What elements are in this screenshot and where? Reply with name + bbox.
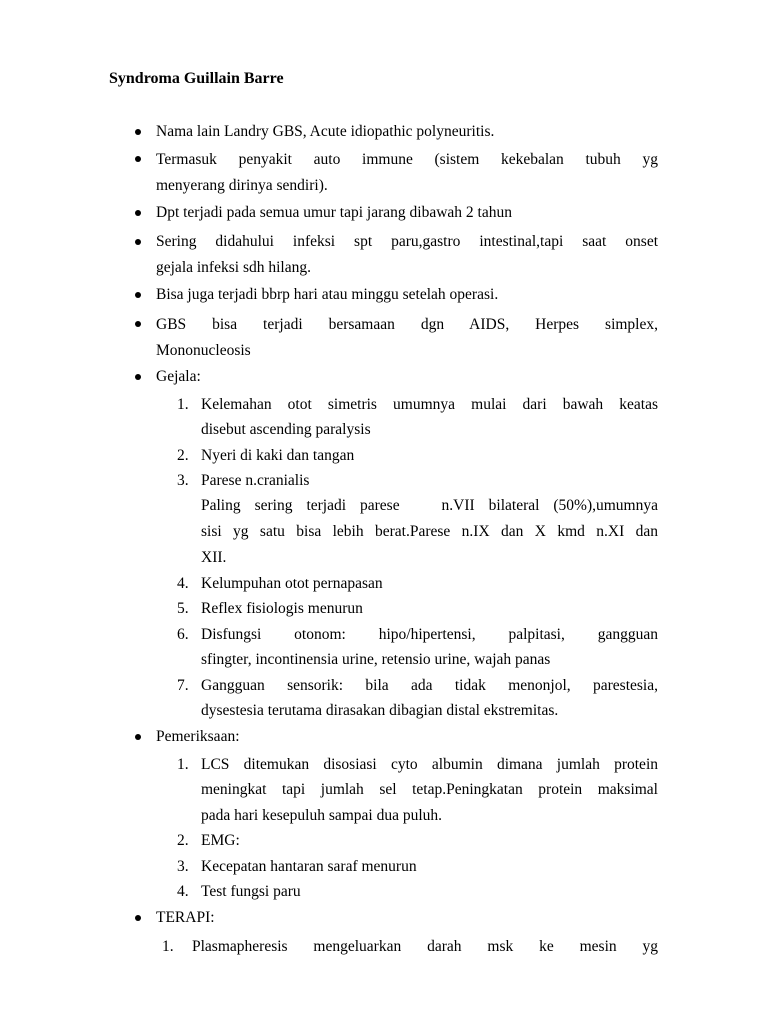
bullet-dot	[135, 239, 141, 245]
list-item-text: EMG:	[201, 832, 240, 849]
bullet-dot	[135, 210, 141, 216]
document-title: Syndroma Guillain Barre	[109, 70, 284, 87]
bullet-dot	[135, 374, 141, 380]
list-item-text: Plasmapheresis mengeluarkan darah msk ke mesin yg	[192, 938, 658, 955]
list-item-text: Kecepatan hantaran saraf menurun	[201, 858, 417, 875]
list-number: 4.	[177, 575, 189, 592]
list-item-text: Disfungsi otonom: hipo/hipertensi, palpitasi, gangguan	[201, 626, 658, 643]
list-item-text: Parese n.cranialis	[201, 472, 310, 489]
bullet-dot	[135, 321, 141, 327]
list-number: 4.	[177, 883, 189, 900]
bullet-text: Gejala:	[156, 368, 201, 385]
bullet-text: GBS bisa terjadi bersamaan dgn AIDS, Herpes simplex,	[156, 316, 658, 333]
bullet-text: Bisa juga terjadi bbrp hari atau minggu setelah operasi.	[156, 286, 499, 303]
list-number: 7.	[177, 677, 189, 694]
list-item-text: Gangguan sensorik: bila ada tidak menonjol, parestesia,	[201, 677, 658, 694]
bullet-text: Sering didahului infeksi spt paru,gastro intestinal,tapi saat onset	[156, 233, 658, 250]
list-number: 2.	[177, 832, 189, 849]
list-item-text: LCS ditemukan disosiasi cyto albumin dimana jumlah protein	[201, 756, 658, 773]
bullet-text: Dpt terjadi pada semua umur tapi jarang dibawah 2 tahun	[156, 204, 512, 221]
list-item-text: Kelemahan otot simetris umumnya mulai dari bawah keatas	[201, 396, 658, 413]
list-number: 6.	[177, 626, 189, 643]
bullet-text: Mononucleosis	[156, 342, 251, 359]
list-item-text: dysestesia terutama dirasakan dibagian distal ekstremitas.	[201, 702, 559, 719]
bullet-dot	[135, 129, 141, 135]
list-item-text: sisi yg satu bisa lebih berat.Parese n.IX dan X kmd n.XI dan	[201, 523, 658, 540]
bullet-dot	[135, 915, 141, 921]
list-number: 3.	[177, 472, 189, 489]
section-label-pemeriksaan: Pemeriksaan:	[156, 728, 240, 745]
list-item-text: Reflex fisiologis menurun	[201, 600, 363, 617]
list-number: 2.	[177, 447, 189, 464]
bullet-dot	[135, 734, 141, 740]
list-number: 1.	[177, 396, 189, 413]
bullet-text: gejala infeksi sdh hilang.	[156, 259, 311, 276]
section-label-terapi: TERAPI:	[156, 909, 215, 926]
list-item-text: Test fungsi paru	[201, 883, 301, 900]
list-number: 5.	[177, 600, 189, 617]
list-item-text: Kelumpuhan otot pernapasan	[201, 575, 383, 592]
bullet-text: Termasuk penyakit auto immune (sistem kekebalan tubuh yg	[156, 151, 658, 168]
list-number: 1.	[177, 756, 189, 773]
list-number: 1.	[162, 938, 174, 955]
bullet-text: Nama lain Landry GBS, Acute idiopathic polyneuritis.	[156, 123, 495, 140]
bullet-text: menyerang dirinya sendiri).	[156, 177, 328, 194]
list-item-text: XII.	[201, 549, 227, 566]
list-item-text: Nyeri di kaki dan tangan	[201, 447, 355, 464]
list-item-text: disebut ascending paralysis	[201, 421, 371, 438]
list-item-text: sfingter, incontinensia urine, retensio urine, wajah panas	[201, 651, 551, 668]
list-item-text: pada hari kesepuluh sampai dua puluh.	[201, 807, 443, 824]
list-item-text: meningkat tapi jumlah sel tetap.Peningkatan protein maksimal	[201, 781, 658, 798]
list-item-text: Paling sering terjadi parese n.VII bilateral (50%),umumnya	[201, 497, 658, 514]
list-number: 3.	[177, 858, 189, 875]
bullet-dot	[135, 292, 141, 298]
bullet-dot	[135, 156, 141, 162]
